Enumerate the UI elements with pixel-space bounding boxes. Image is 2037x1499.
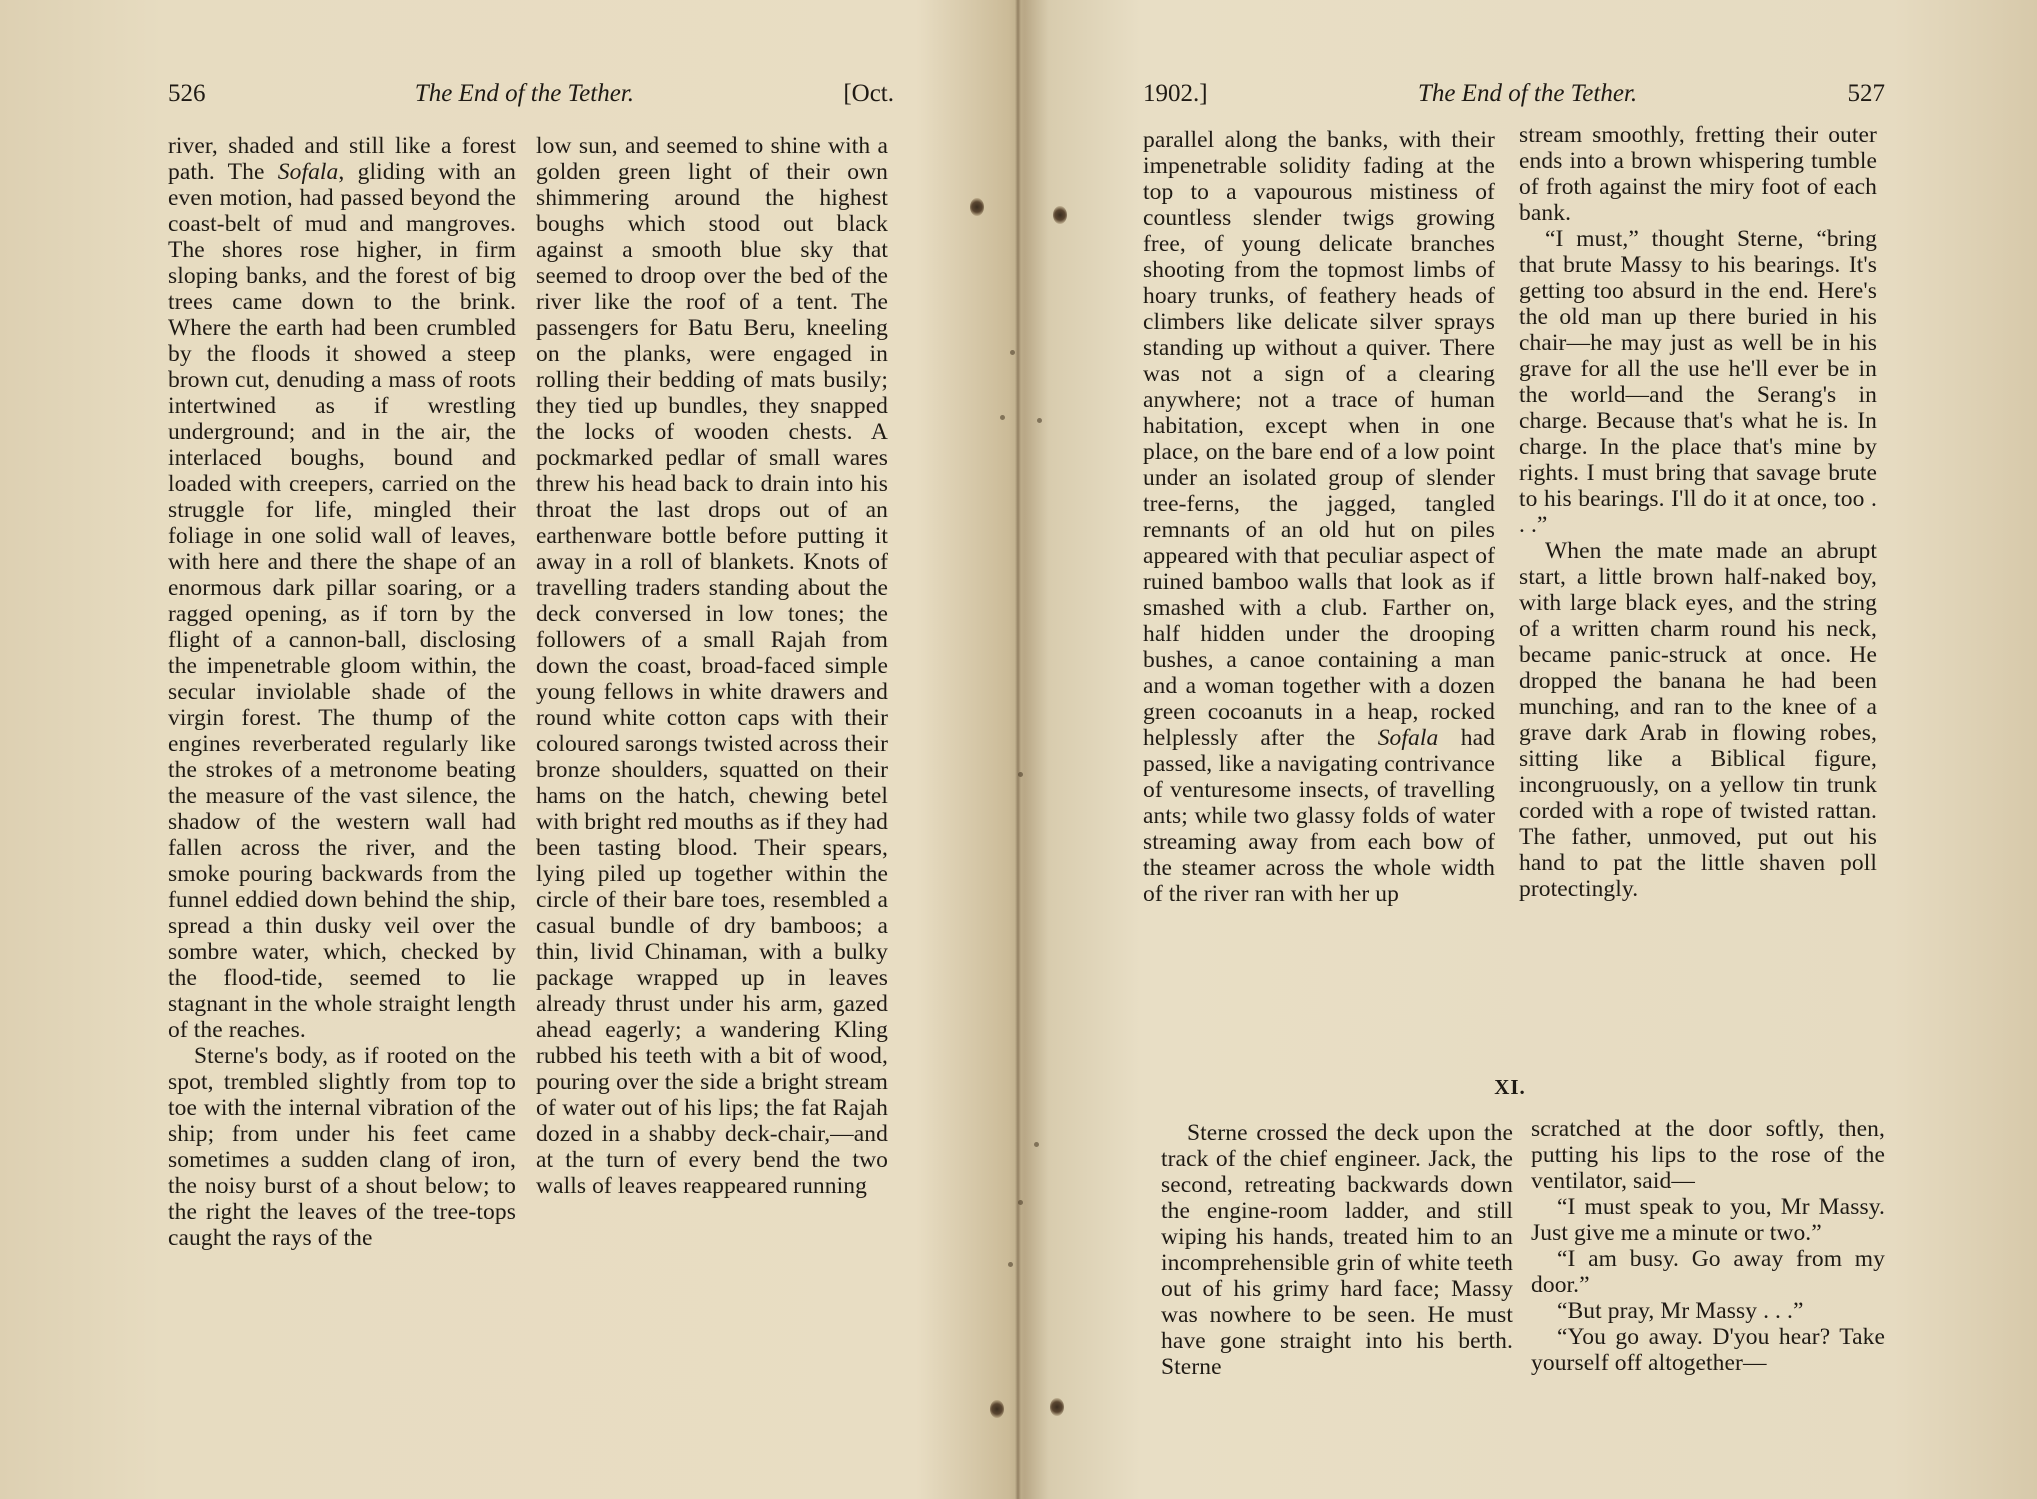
page-number: 527: [1847, 80, 1885, 107]
date-mark: [Oct.: [843, 80, 894, 107]
paragraph: Sterne's body, as if rooted on the spot, trembled slightly from top to toe with the internal vibration of the ship; from under his feet came sometimes a sudden clang of iron, the noisy burst of a shout below; to the right the leaves of the tree-tops caught the rays of the: [168, 1043, 516, 1251]
paragraph: river, shaded and still like a forest path. The Sofala, gliding with an even motion, had passed beyond the coast-belt of mud and mangroves. The shores rose higher, in firm sloping banks, and the forest of big trees came down to the brink. Where the earth had been crumbled by the floods it showed a steep brown cut, denuding a mass of roots intertwined as if wrestling underground; and in the air, the interlaced boughs, bound and loaded with creepers, carried on the struggle for life, mingled their foliage in one solid wall of leaves, with here and there the shape of an enormous dark pillar soaring, or a ragged opening, as if torn by the flight of a cannon-ball, disclosing the impenetrable gloom within, the secular inviolable shade of the virgin forest. The thump of the engines reverberated regularly like the strokes of a metronome beating the measure of the vast silence, the shadow of the western wall had fallen across the river, and the smoke pouring backwards from the funnel eddied down behind the ship, spread a thin dusky veil over the sombre water, which, checked by the flood-tide, seemed to lie stagnant in the whole straight length of the reaches.: [168, 133, 516, 1043]
paragraph: stream smoothly, fretting their outer ends into a brown whispering tumble of froth against the miry foot of each bank.: [1519, 122, 1877, 226]
text-column-1: [168, 133, 516, 1251]
running-title: The End of the Tether.: [414, 80, 635, 107]
running-title: The End of the Tether.: [1417, 80, 1638, 107]
paragraph: low sun, and seemed to shine with a golden green light of their own shimmering around the highest boughs which stood out black against a smooth blue sky that seemed to droop over the bed of the river like the roof of a tent. The passengers for Batu Beru, kneeling on the planks, were engaged in rolling their bedding of mats busily; they tied up bundles, they snapped the locks of wooden chests. A pockmarked pedlar of small wares threw his head back to drain into his throat the last drops out of an earthenware bottle before putting it away in a roll of blankets. Knots of travelling traders standing about the deck conversed in low tones; the followers of a small Rajah from down the coast, broad-faced simple young fellows in white drawers and round white cotton caps with their coloured sarongs twisted across their bronze shoulders, squatted on their hams on the hatch, chewing betel with bright red mouths as if they had been tasting blood. Their spears, lying piled up together within the circle of their bare toes, resembled a casual bundle of dry bamboos; a thin, livid Chinaman, with a bulky package wrapped up in leaves already thrust under his arm, gazed ahead eagerly; a wandering Kling rubbed his teeth with a bit of wood, pouring over the side a bright stream of water out of his lips; the fat Rajah dozed in a shabby deck-chair,—and at the turn of every bend the two walls of leaves reappeared running: [536, 133, 888, 1199]
paragraph: When the mate made an abrupt start, a little brown half-naked boy, with large black eyes, and the string of a written charm round his neck, became panic-struck at once. He dropped the banana he had been munching, and ran to the knee of a grave dark Arab in flowing robes, sitting like a Biblical figure, incongruously, on a yellow tin trunk corded with a rope of twisted rattan. The father, unmoved, put out his hand to pat the little shaven poll protectingly.: [1519, 538, 1877, 902]
paragraph: scratched at the door softly, then, putting his lips to the rose of the ventilator, said—: [1531, 1116, 1885, 1194]
text-column-1: [1143, 127, 1495, 907]
text-column-3: [1161, 1120, 1513, 1380]
right-page: [1021, 0, 2037, 1499]
text-column-2: [536, 133, 888, 1199]
paragraph: “But pray, Mr Massy . . .”: [1557, 1298, 1804, 1324]
text-column-4: [1531, 1116, 1885, 1376]
paragraph: parallel along the banks, with their impenetrable solidity fading at the top to a vapourous mistiness of countless slender twigs growing free, of young delicate branches shooting from the topmost limbs of hoary trunks, of feathery heads of climbers like delicate silver sprays standing up without a quiver. There was not a sign of a clearing anywhere; not a trace of human habitation, except when in one place, on the bare end of a low point under an isolated group of slender tree-ferns, the jagged, tangled remnants of an old hut on piles appeared with that peculiar aspect of ruined bamboo walls that look as if smashed with a club. Farther on, half hidden under the drooping bushes, a canoe containing a man and a woman together with a dozen green cocoanuts in a heap, rocked helplessly after the Sofala had passed, like a navigating contrivance of venturesome insects, of travelling ants; while two glassy folds of water streaming away from each bow of the steamer across the whole width of the river ran with her up: [1143, 127, 1495, 907]
paragraph: “I must,” thought Sterne, “bring that brute Massy to his bearings. It's getting too absurd in the end. Here's the old man up there buried in his chair—he may just as well be in his grave for all the use he'll ever be in the world—and the Serang's in charge. Because that's what he is. In charge. In the place that's mine by rights. I must bring that savage brute to his bearings. I'll do it at once, too . . .”: [1519, 226, 1877, 538]
paragraph: “I am busy. Go away from my door.”: [1531, 1246, 1885, 1298]
paragraph: “I must speak to you, Mr Massy. Just give me a minute or two.”: [1531, 1194, 1885, 1246]
left-page-header: [168, 80, 894, 120]
right-page-header: [1143, 80, 1885, 120]
date-mark: 1902.]: [1143, 80, 1208, 107]
paragraph: “You go away. D'you hear? Take yourself off altogether—: [1531, 1324, 1885, 1376]
page-number: 526: [168, 80, 206, 107]
text-column-2: [1519, 122, 1877, 902]
chapter-heading: XI.: [1494, 1075, 1526, 1099]
left-page: [0, 0, 1015, 1499]
paragraph: Sterne crossed the deck upon the track of the chief engineer. Jack, the second, retreating backwards down the engine-room ladder, and still wiping his hands, treated him to an incomprehensible grin of white teeth out of his grimy hard face; Massy was nowhere to be seen. He must have gone straight into his berth. Sterne: [1161, 1120, 1513, 1380]
